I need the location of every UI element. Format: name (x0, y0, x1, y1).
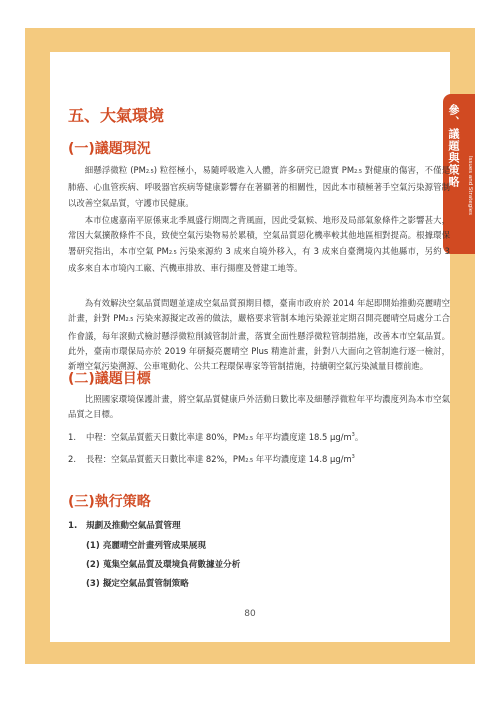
subsection-title-goals: (二)議題目標 (68, 371, 151, 387)
subsection-title-strategy: (三)執行策略 (68, 494, 151, 510)
paragraph-2: 本市位處嘉南平原係東北季風盛行期間之背風面，因此受氣候、地形及局部氣象條件之影響甚大，常因大氣擴散條件不良，致使空氣污染物易於累積，空氣品質惡化機率較其他地區相對提高。根據環保署研究指出，本市空氣 PM2.5 污染來源約 3 成來自境外移入，有 3 成來自臺灣境內其他縣市，另約 3 成多來自本市境內工廠、汽機車排放、車行揚塵及營建工地等。 (68, 215, 450, 273)
strategy-item: 1. 規劃及推動空氣品質管理 (68, 521, 181, 531)
subsection-title-status: (一)議題現況 (68, 141, 151, 157)
section-title: 五、大氣環境 (68, 106, 165, 125)
paragraph-4: 比照國家環境保護計畫，將空氣品質健康戶外活動日數比率及細懸浮微粒年平均濃度列為本市空氣品質之目標。 (68, 394, 450, 420)
chapter-tab-label: 參、議題與策略 (447, 104, 460, 188)
strategy-subitem: (1) 亮麗晴空計畫列管成果展現 (86, 541, 206, 551)
strategy-subitem: (3) 擬定空氣品質管制策略 (86, 579, 189, 589)
chapter-tab-english: Issues and Strategies (467, 156, 473, 216)
goal-item: 1. 中程：空氣品質藍天日數比率達 80%，PM2.5 年平均濃度達 18.5 $\mu g/m^3$。 (68, 431, 364, 442)
paragraph-1: 細懸浮微粒 (PM2.5) 粒徑極小，易隨呼吸進入人體，許多研究已證實 PM2.5 對健康的傷害，不僅是肺癌、心血管疾病、呼吸器官疾病等健康影響存在著顯著的相關性，因此本市積極著手空氣污染源管制以改善空氣品質，守護市民健康。 (68, 165, 450, 208)
paragraph-3: 為有效解決空氣品質問題並達成空氣品質預期目標，臺南市政府於 2014 年起即開始推動亮麗晴空計畫，針對 PM2.5 污染來源擬定改善的做法，嚴格要求管制本地污染源並定期召開亮麗晴空局處分工合作會議，每年滾動式檢討懸浮微粒削減管制計畫，落實全面性懸浮微粒管制措施，改善本市空氣品質。此外，臺南市環保局亦於 2019 年研擬亮麗晴空 Plus 精進計畫，針對八大面向之管制進行逐一檢討，新增空氣污染溯源、公車電動化、公共工程環保專家等管制措施，持續朝空氣污染減量目標前進。 (68, 298, 450, 372)
page-number: 80 (244, 609, 256, 619)
goal-item: 2. 長程：空氣品質藍天日數比率達 82%，PM2.5 年平均濃度達 14.8 $\mu g/m^3$ (68, 453, 355, 464)
strategy-subitem: (2) 蒐集空氣品質及環境負荷數據並分析 (86, 560, 241, 570)
